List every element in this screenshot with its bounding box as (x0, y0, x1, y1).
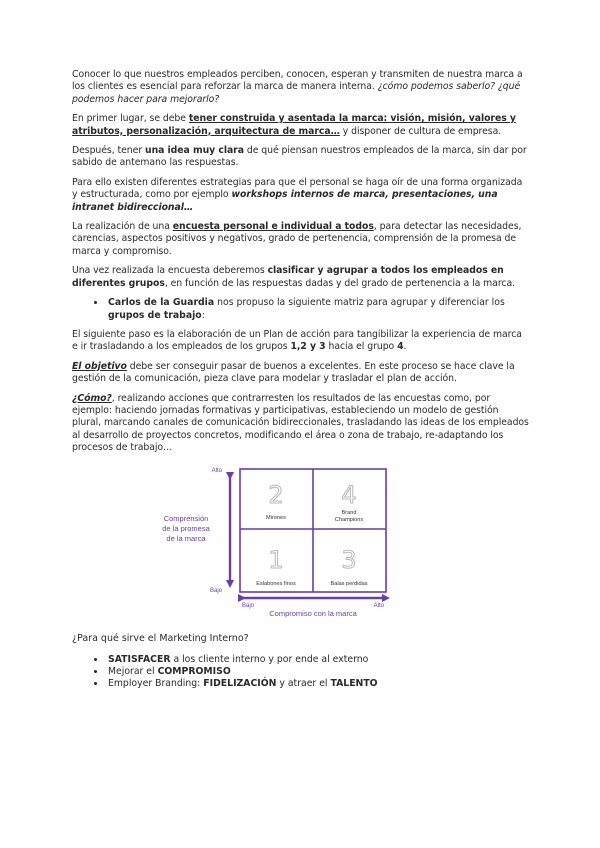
paragraph-survey: La realización de una encuesta personal e individual a todos, para detectar las necesidades, carencias, aspectos positivos y negativos, grado de pertenencia, comprensión de la promesa de marca y compromiso. (72, 221, 522, 257)
list-item: • Carlos de la Guardia nos propuso la siguiente matriz para agrupar y diferenciar los grupos de trabajo: (106, 297, 530, 322)
intro-question: ¿cómo podemos saberlo? ¿qué podemos hacer para mejorarlo? (72, 81, 521, 105)
quadrant-3-number: 3 (341, 545, 357, 574)
quadrant-3-label: Balas perdidas (330, 580, 368, 587)
list-item: • SATISFACER a los cliente interno y por ende al externo (106, 654, 530, 666)
list-item: • Mejorar el COMPROMISO (106, 666, 530, 678)
quadrant-4-label-line2: Champions (334, 516, 364, 523)
paragraph-first-step: En primer lugar, se debe tener construida y asentada la marca: visión, misión, valores y atributos, personalización, arquitectura de marca… y disponer de cultura de empresa. (72, 113, 516, 137)
matrix-svg (72, 462, 530, 627)
y-axis-title-line1: Comprensión (163, 513, 209, 523)
bullet-list-matrix (72, 297, 530, 322)
x-axis-high-label: Alto (373, 602, 384, 609)
y-axis-title-line2: de la promesa (162, 523, 210, 533)
quadrant-1-number: 1 (268, 545, 284, 574)
paragraph-action-plan: El siguiente paso es la elaboración de un Plan de acción para tangibilizar la experiencia de marca e ir trasladando a los empleados de los grupos 1,2 y 3 hacia el grupo 4. (72, 328, 522, 353)
quadrant-2-label: Mirones (266, 514, 286, 521)
brand-matrix-diagram (72, 462, 530, 627)
document-body (72, 69, 530, 698)
paragraph-clear-idea: Después, tener una idea muy clara de qué piensan nuestros empleados de la marca, sin dar por sabido de antemano las respuestas. (72, 145, 527, 169)
quadrant-2-number: 2 (268, 480, 284, 509)
quadrant-4-label-line1: Brand (341, 509, 357, 516)
quadrant-4-number: 4 (341, 480, 357, 509)
quadrant-1-label: Eslabones finos (256, 580, 296, 587)
paragraph-classify: Una vez realizada la encuesta deberemos clasificar y agrupar a todos los empleados en diferentes grupos, en función de las respuestas dadas y del grado de pertenencia a la marca. (72, 265, 515, 289)
y-axis-low-label: Bajo (209, 587, 222, 594)
x-axis-title: Compromiso con la marca (269, 608, 357, 618)
brand-foundation-emphasis: tener construida y asentada la marca: visión, misión, valores y atributos, personalización, arquitectura de marca… (72, 113, 516, 137)
paragraph-how: ¿Cómo?, realizando acciones que contrarresten los resultados de las encuestas como, por ejemplo: haciendo jornadas formativas y participativas, estableciendo un modelo de gestión plural, marcando canales de comunicación bidireccionales, trasladando las ideas de los empleados al desarrollo de proyectos concretos, modificando el área o zona de trabajo, re-adaptando los procesos de trabajo… (72, 392, 529, 454)
bullet-list-purpose (72, 654, 530, 691)
paragraph-strategies: Para ello existen diferentes estrategias para que el personal se haga oír de una forma organizada y estructurada, como por ejemplo workshops internos de marca, presentaciones, una intranet bidireccional… (72, 176, 523, 213)
y-axis-title-line3: de la marca (166, 533, 206, 543)
section-heading: ¿Para qué sirve el Marketing Interno? (72, 632, 249, 644)
x-axis-low-label: Bajo (242, 602, 255, 609)
y-axis-high-label: Alto (211, 467, 222, 474)
paragraph-objective: El objetivo debe ser conseguir pasar de buenos a excelentes. En este proceso se hace clave la gestión de la comunicación, pieza clave para modelar y trasladar el plan de acción. (72, 360, 515, 385)
paragraph-intro: Conocer lo que nuestros empleados perciben, conocen, esperan y transmiten de nuestra marca a los clientes es esencial para reforzar la marca de manera interna. ¿cómo podemos saberlo? ¿qué podemos hacer para mejorarlo? (72, 69, 523, 105)
list-item: • Employer Branding: FIDELIZACIÓN y atraer el TALENTO (106, 678, 530, 690)
